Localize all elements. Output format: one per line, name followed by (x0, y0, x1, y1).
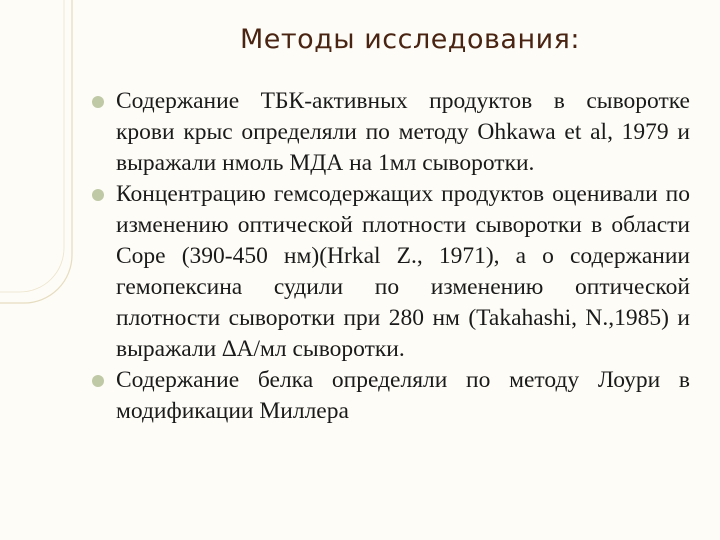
bullet-list (92, 86, 690, 427)
bullet-text: Содержание ТБК-активных продуктов в сыворотке крови крыс определяли по методу Ohkawa et al, 1979 и выражали нмоль МДА на 1мл сыворотки. (116, 88, 690, 176)
bullet-icon (92, 96, 104, 108)
bullet-text: Содержание белка определяли по методу Лоури в модификации Миллера (116, 367, 690, 424)
bullet-icon (92, 375, 104, 387)
bullet-item (92, 86, 690, 179)
bullet-icon (92, 189, 104, 201)
bullet-text: Концентрацию гемсодержащих продуктов оценивали по изменению оптической плотности сыворотки в области Соре (390-450 нм)(Hrkal Z., 1971), а о содержании гемопексина судили по изменению оптической плотности сыворотки при 280 нм (Takahashi, N.,1985) и выражали ∆А/мл сыворотки. (116, 181, 690, 362)
bullet-item (92, 365, 690, 427)
bullet-item (92, 179, 690, 365)
slide-title: Методы исследования: (239, 24, 580, 55)
